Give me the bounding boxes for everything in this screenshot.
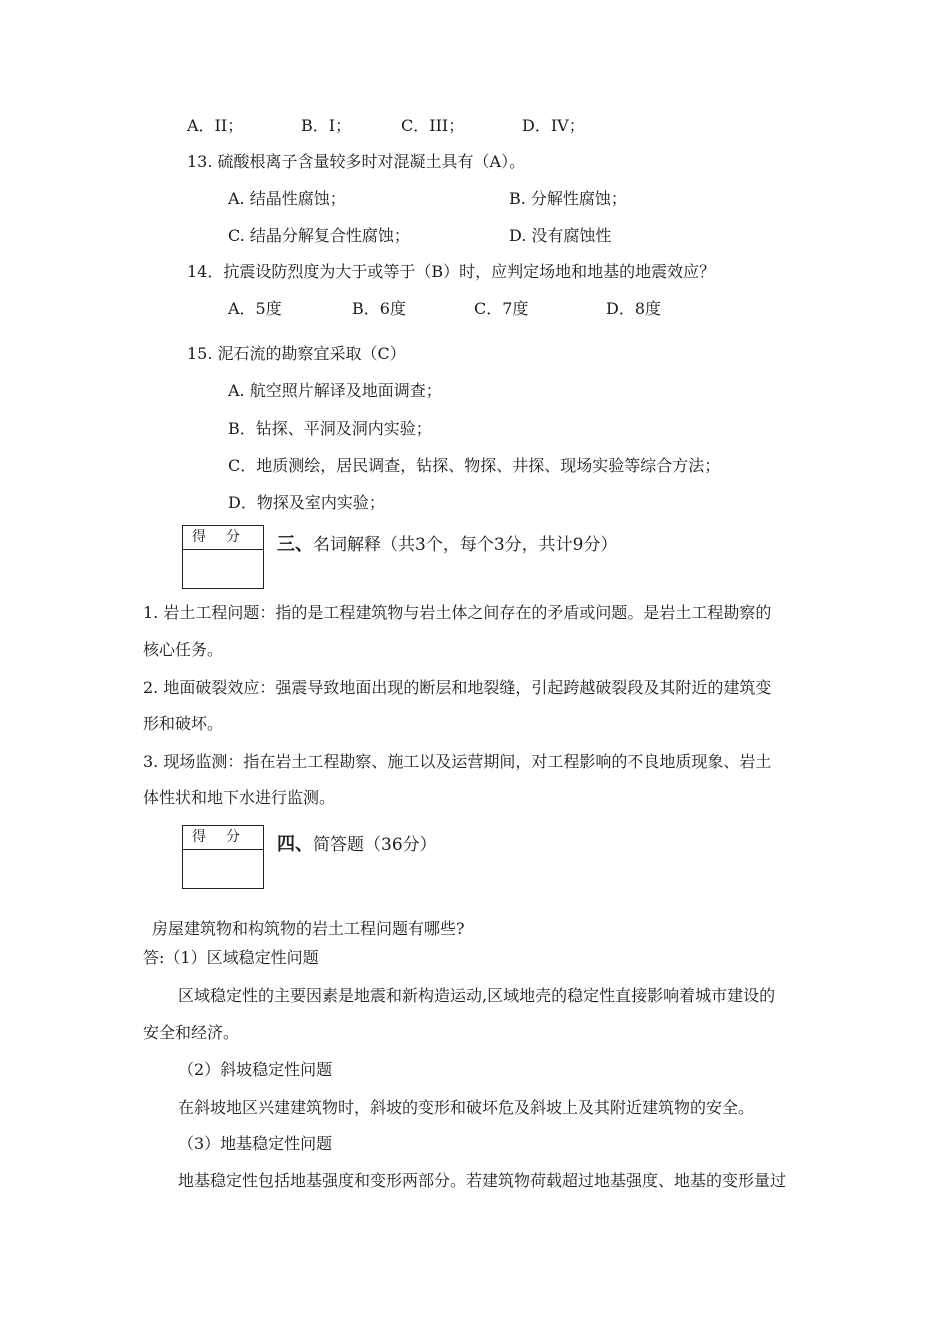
score-box-label: 得分 <box>183 526 263 550</box>
term2-line1: 2. 地面破裂效应：强震导致地面出现的断层和地裂缝，引起跨越破裂段及其附近的建筑变 <box>143 678 772 697</box>
q14-option-d: D．8度 <box>606 299 662 318</box>
answer-line-1: 答:（1）区域稳定性问题 <box>143 948 319 967</box>
q15-option-c: C．地质测绘，居民调查，钻探、物探、井探、现场实验等综合方法； <box>228 456 721 475</box>
answer-line-6: （3）地基稳定性问题 <box>178 1134 333 1153</box>
answer-line-2: 区域稳定性的主要因素是地震和新构造运动,区域地壳的稳定性直接影响着城市建设的 <box>178 986 776 1005</box>
q13-option-d: D. 没有腐蚀性 <box>509 226 612 245</box>
q14-option-c: C．7度 <box>474 299 529 318</box>
answer-line-5: 在斜坡地区兴建建筑物时，斜坡的变形和破坏危及斜坡上及其附近建筑物的安全。 <box>178 1098 755 1117</box>
q12-option-a: A．II； <box>187 116 244 135</box>
score-box-cell <box>183 550 263 588</box>
answer-line-3: 安全和经济。 <box>143 1023 240 1042</box>
score-box-cell <box>183 850 263 888</box>
q15-stem: 15. 泥石流的勘察宜采取（C） <box>187 344 406 363</box>
q15-option-d: D．物探及室内实验； <box>228 493 385 512</box>
q12-option-d: D．IV； <box>522 116 585 135</box>
score-box-label: 得分 <box>183 826 263 850</box>
q15-option-b: B．钻探、平洞及洞内实验； <box>228 419 432 438</box>
q12-option-b: B．I； <box>301 116 352 135</box>
section3-heading <box>277 535 617 555</box>
q13-option-c: C. 结晶分解复合性腐蚀； <box>228 226 410 245</box>
section4-heading <box>277 835 437 855</box>
q12-option-c: C．III； <box>401 116 465 135</box>
term3-line1: 3. 现场监测：指在岩土工程勘察、施工以及运营期间，对工程影响的不良地质现象、岩土 <box>143 752 772 771</box>
term1-line1: 1. 岩土工程问题：指的是工程建筑物与岩土体之间存在的矛盾或问题。是岩土工程勘察的 <box>143 603 772 622</box>
section4-question: 房屋建筑物和构筑物的岩土工程问题有哪些? <box>152 919 465 938</box>
q13-option-a: A. 结晶性腐蚀； <box>228 189 346 208</box>
q15-option-a: A. 航空照片解译及地面调查； <box>228 381 442 400</box>
answer-line-7: 地基稳定性包括地基强度和变形两部分。若建筑物荷载超过地基强度、地基的变形量过 <box>178 1171 787 1190</box>
q14-option-b: B．6度 <box>352 299 406 318</box>
score-box-section3 <box>182 525 264 589</box>
term3-line2: 体性状和地下水进行监测。 <box>143 788 336 807</box>
q13-stem: 13. 硫酸根离子含量较多时对混凝土具有（A）。 <box>187 152 526 171</box>
q13-option-b: B. 分解性腐蚀； <box>509 189 627 208</box>
section4-number: 四、 <box>277 834 313 855</box>
section4-title: 简答题（36分） <box>313 835 437 855</box>
term1-line2: 核心任务。 <box>143 640 224 659</box>
q14-stem: 14．抗震设防烈度为大于或等于（B）时，应判定场地和地基的地震效应？ <box>187 262 716 281</box>
section3-title: 名词解释（共3个，每个3分，共计9分） <box>313 535 618 555</box>
q14-option-a: A．5度 <box>228 299 282 318</box>
answer-line-4: （2）斜坡稳定性问题 <box>178 1060 333 1079</box>
section3-number: 三、 <box>277 534 313 555</box>
score-box-section4 <box>182 825 264 889</box>
term2-line2: 形和破坏。 <box>143 714 224 733</box>
